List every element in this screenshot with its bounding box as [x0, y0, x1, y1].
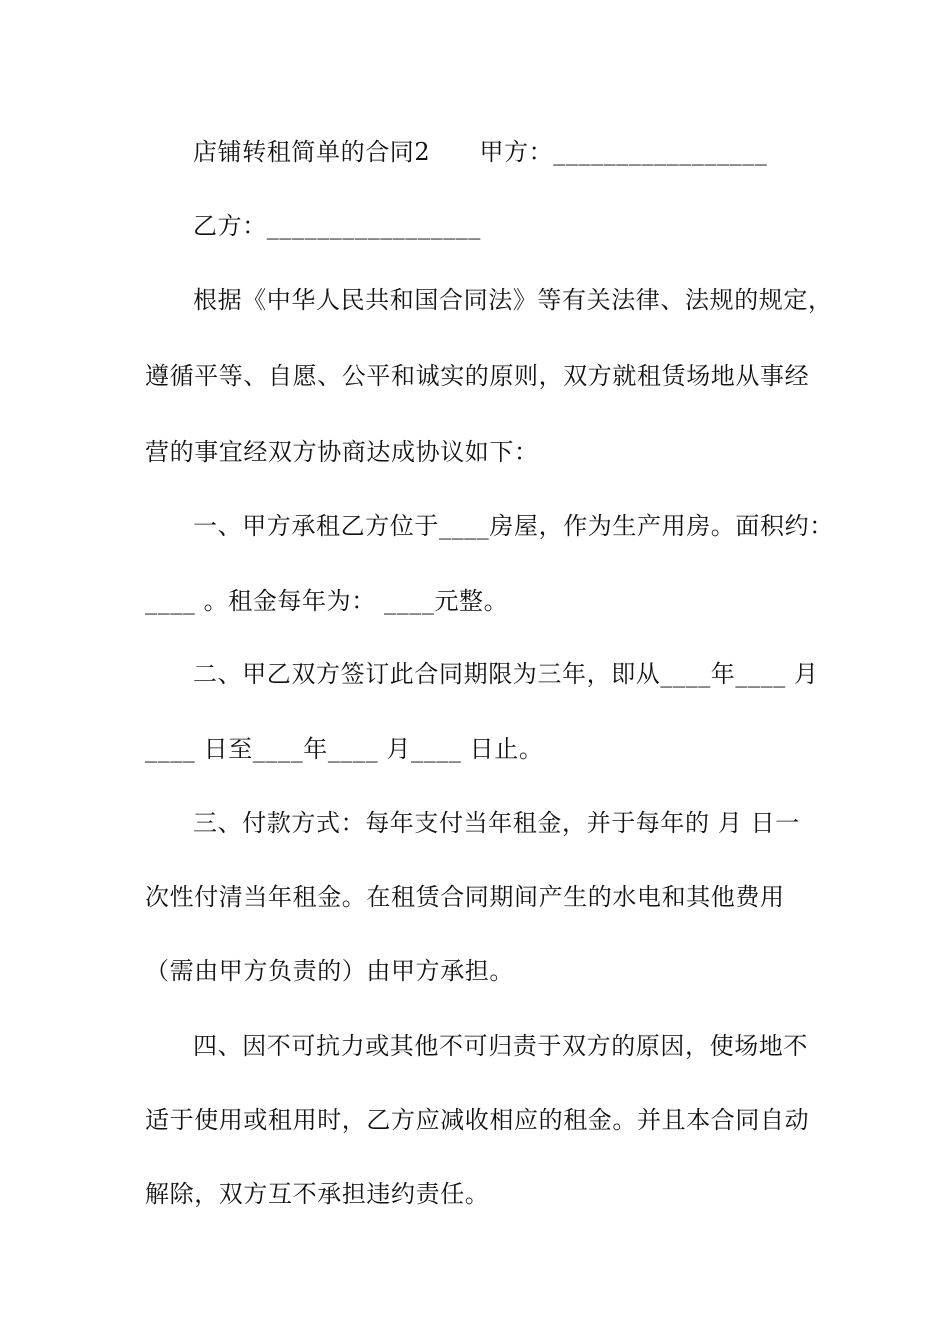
- preamble-line-3: 营的事宜经双方协商达成协议如下：: [145, 438, 539, 466]
- clause-2-line-1: 二、甲乙双方签订此合同期限为三年，即从____年____ 月: [193, 660, 819, 688]
- clause-1-line-1: 一、甲方承租乙方位于____房屋，作为生产用房。面积约：: [193, 512, 834, 540]
- preamble-line-2: 遵循平等、自愿、公平和诚实的原则，双方就租赁场地从事经: [145, 362, 810, 390]
- clause-2-line-2: ____ 日至____年____ 月____ 日止。: [145, 735, 544, 763]
- clause-4-line-3: 解除，双方互不承担违约责任。: [145, 1180, 490, 1208]
- clause-4-line-1: 四、因不可抗力或其他不可归责于双方的原因，使场地不: [193, 1032, 808, 1060]
- clause-3-line-2: 次性付清当年租金。在租赁合同期间产生的水电和其他费用: [145, 883, 785, 911]
- clause-3-line-1: 三、付款方式：每年支付当年租金，并于每年的 月 日一: [193, 809, 800, 837]
- clause-1-line-2: ____ 。租金每年为： ____元整。: [145, 587, 509, 615]
- clause-4-line-2: 适于使用或租用时，乙方应减收相应的租金。并且本合同自动: [145, 1106, 810, 1134]
- contract-title-and-party-a: 店铺转租简单的合同2 甲方：_________________: [193, 138, 768, 166]
- party-b-line: 乙方：_________________: [193, 212, 481, 240]
- clause-3-line-3: （需由甲方负责的）由甲方承担。: [145, 957, 514, 985]
- preamble-line-1: 根据《中华人民共和国合同法》等有关法律、法规的规定，: [193, 286, 833, 314]
